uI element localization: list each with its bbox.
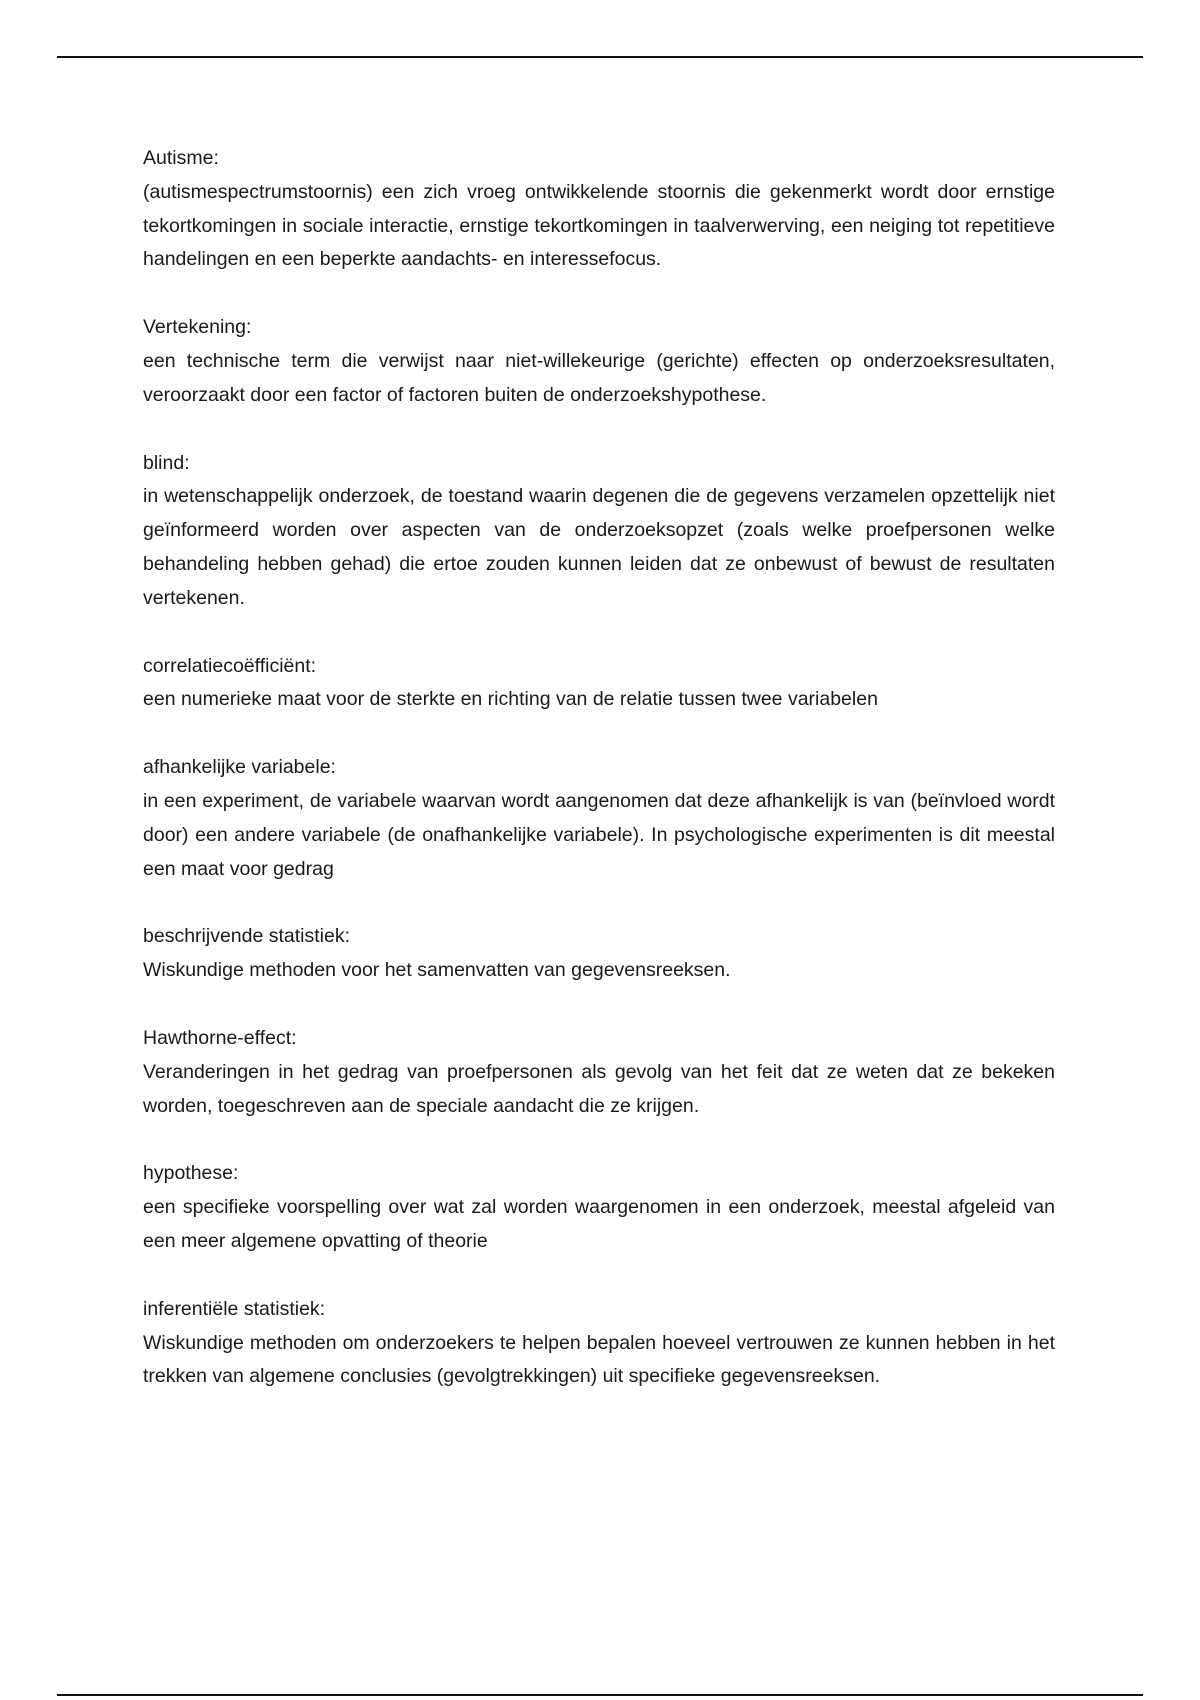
entry-definition: een specifieke voorspelling over wat zal worden waargenomen in een onderzoek, meestal afgeleid van een meer algemene opvatting of theorie [143, 1196, 1055, 1252]
entry-term: Hawthorne-effect: [143, 1026, 297, 1049]
header-rule [57, 56, 1143, 58]
entry-definition: Veranderingen in het gedrag van proefpersonen als gevolg van het feit dat ze weten dat ze bekeken worden, toegeschreven aan de speciale aandacht die ze krijgen. [143, 1060, 1055, 1117]
glossary-entry-autisme [143, 142, 1055, 277]
glossary-entry-inferentiele-statistiek [143, 1293, 1055, 1394]
entry-term: beschrijvende statistiek: [143, 925, 351, 948]
entry-term: Autisme: [143, 147, 219, 169]
entry-definition: Wiskundige methoden voor het samenvatten van gegevensreeksen. [143, 959, 731, 982]
glossary-body [143, 142, 1055, 1428]
entry-definition: in een experiment, de variabele waarvan wordt aangenomen dat deze afhankelijk is van (beïnvloed wordt door) een andere variabele (de onafhankelijke variabele). In psychologische experimenten is dit meestal een maat voor gedrag [143, 789, 1055, 880]
glossary-entry-hypothese [143, 1157, 1055, 1258]
glossary-entry-vertekening [143, 311, 1055, 412]
entry-term: inferentiële statistiek: [143, 1297, 326, 1320]
entry-term: Vertekening: [143, 316, 252, 339]
entry-definition: een numerieke maat voor de sterkte en richting van de relatie tussen twee variabelen [143, 688, 878, 711]
glossary-entry-hawthorne-effect [143, 1022, 1055, 1123]
footer-rule [57, 1694, 1143, 1696]
glossary-entry-afhankelijke-variabele [143, 751, 1055, 886]
entry-definition: in wetenschappelijk onderzoek, de toestand waarin degenen die de gegevens verzamelen opzettelijk niet geïnformeerd worden over aspecten van de onderzoeksopzet (zoals welke proefpersonen welke behandeling hebben gehad) die ertoe zouden kunnen leiden dat ze onbewust of bewust de resultaten vertekenen. [143, 485, 1055, 609]
entry-definition: Wiskundige methoden om onderzoekers te helpen bepalen hoeveel vertrouwen ze kunnen hebben in het trekken van algemene conclusies (gevolgtrekkingen) uit specifieke gegevensreeksen. [143, 1331, 1055, 1388]
entry-term: correlatiecoëfficiënt: [143, 654, 317, 677]
glossary-entry-blind [143, 447, 1055, 616]
glossary-entry-beschrijvende-statistiek [143, 920, 1055, 988]
glossary-entry-correlatiecoefficient [143, 650, 1055, 718]
entry-definition: een technische term die verwijst naar niet-willekeurige (gerichte) effecten op onderzoeksresultaten, veroorzaakt door een factor of factoren buiten de onderzoekshypothese. [143, 349, 1055, 406]
entry-term: blind: [143, 451, 190, 474]
entry-term: hypothese: [143, 1162, 239, 1185]
entry-definition: (autismespectrumstoornis) een zich vroeg ontwikkelende stoornis die gekenmerkt wordt door ernstige tekortkomingen in sociale interactie, ernstige tekortkomingen in taalverwerving, een neiging tot repetitieve handelingen en een beperkte aandachts- en interessefocus. [143, 180, 1055, 271]
entry-term: afhankelijke variabele: [143, 756, 336, 779]
